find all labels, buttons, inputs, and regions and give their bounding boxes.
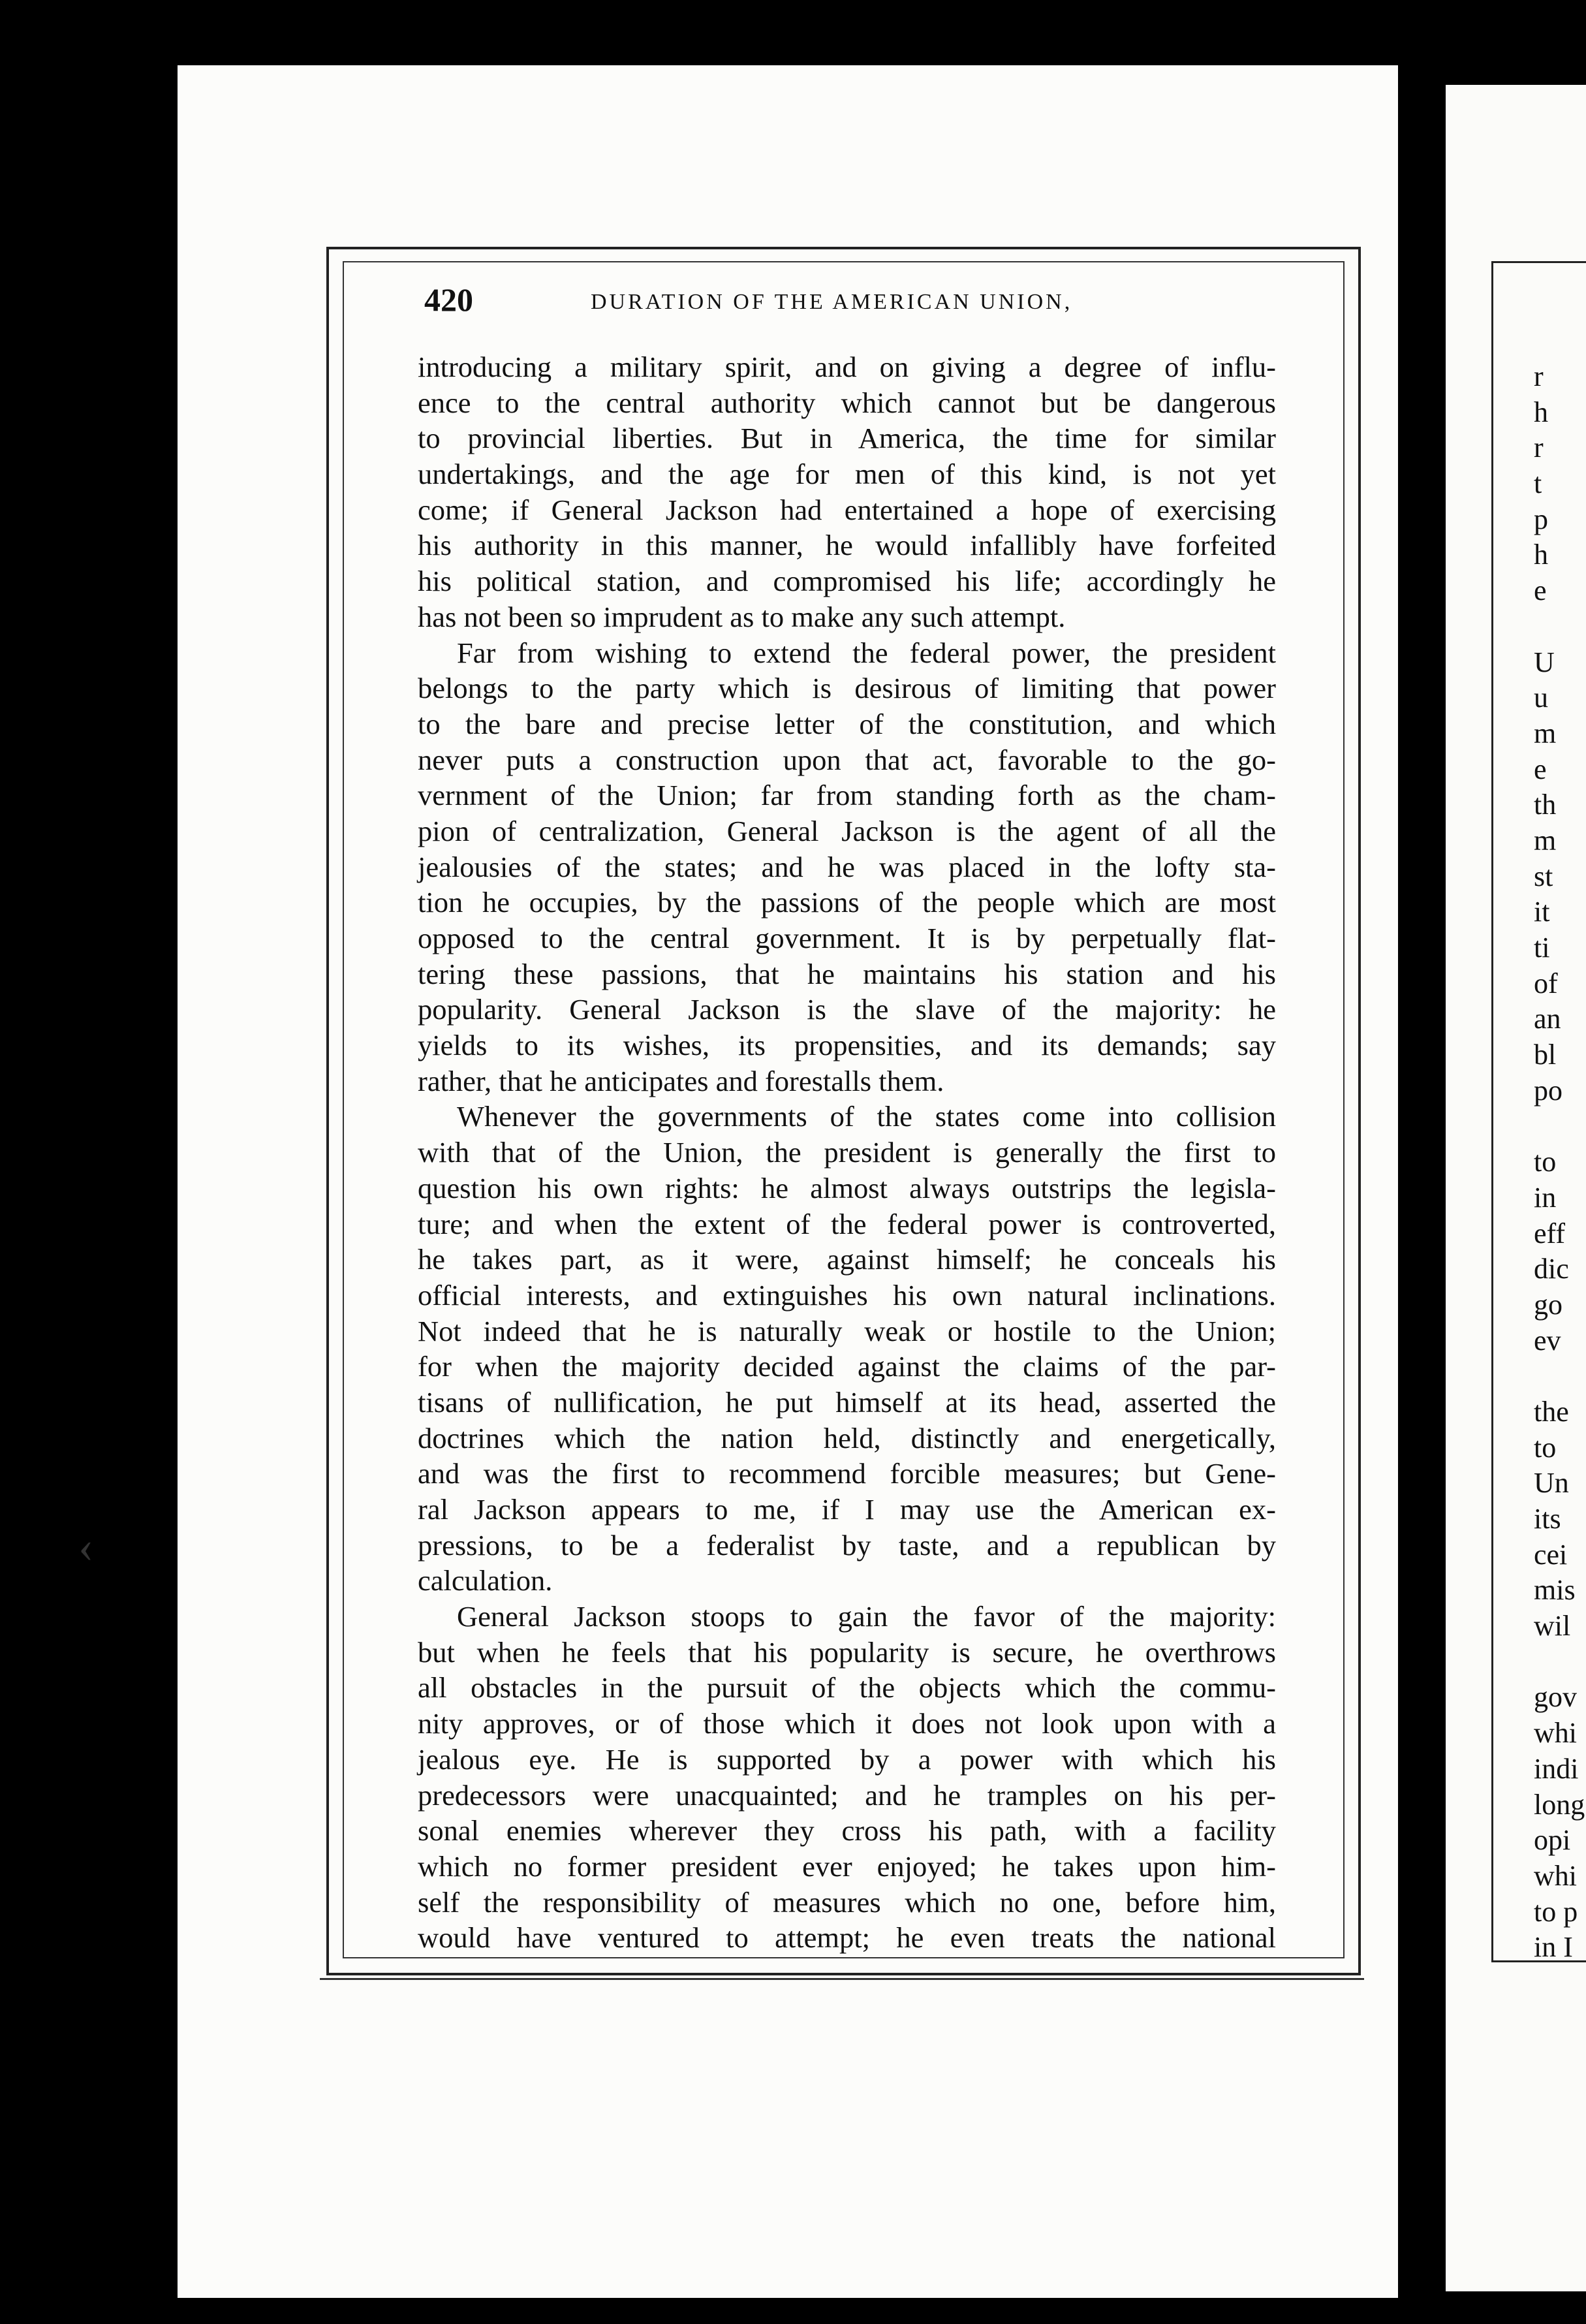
text-line: tisans of nullification, he put himself at its head, asserted the [418, 1385, 1276, 1419]
right-page-fragment: th [1534, 789, 1557, 821]
text-line: yields to its wishes, its propensities, and its demands; say [418, 1029, 1276, 1062]
text-line: undertakings, and the age for men of this kind, is not yet [418, 458, 1276, 491]
text-line: has not been so imprudent as to make any such attempt. [418, 600, 1066, 633]
right-page-fragment: long [1534, 1788, 1585, 1821]
right-page-fragment: st [1534, 860, 1553, 892]
page-border-bottom-rule [320, 1978, 1364, 1980]
text-line: pion of centralization, General Jackson is the agent of all the [418, 814, 1276, 847]
text-line: nity approves, or of those which it does not look upon with a [418, 1707, 1276, 1740]
right-page-fragment: h [1534, 396, 1548, 428]
right-page-fragment: cei [1534, 1538, 1568, 1571]
text-line: ral Jackson appears to me, if I may use the American ex- [418, 1493, 1276, 1526]
right-page-fragment: eff [1534, 1217, 1566, 1249]
right-page-fragment: r [1534, 432, 1544, 464]
right-page-fragment: in [1534, 1181, 1557, 1214]
text-line: question his own rights: he almost always outstrips the legisla- [418, 1171, 1276, 1204]
text-line: vernment of the Union; far from standing forth as the cham- [418, 779, 1276, 812]
right-page-fragment [1534, 609, 1586, 645]
text-line: for when the majority decided against the claims of the par- [418, 1350, 1276, 1383]
text-line: never puts a construction upon that act, favorable to the go- [418, 743, 1276, 776]
text-line: come; if General Jackson had entertained a hope of exercising [418, 493, 1276, 526]
text-line: Far from wishing to extend the federal power, the president [457, 636, 1276, 669]
text-line: calculation. [418, 1564, 553, 1597]
text-line: would have ventured to attempt; he even treats the national [418, 1921, 1276, 1955]
right-page-fragment: dic [1534, 1253, 1569, 1285]
right-page-text-fragments [1534, 359, 1586, 1966]
right-page-fragment: U [1534, 646, 1555, 678]
right-page-fragment: indi [1534, 1752, 1579, 1785]
right-page-fragment: to p [1534, 1895, 1578, 1928]
right-page-fragment: t [1534, 467, 1542, 500]
right-page-fragment: e [1534, 753, 1547, 785]
text-line: sonal enemies wherever they cross his path, with a facility [418, 1814, 1276, 1847]
text-line: all obstacles in the pursuit of the objects which the commu- [418, 1671, 1276, 1704]
running-header [424, 281, 1273, 326]
right-page-fragment: to [1534, 1431, 1557, 1464]
text-line: to the bare and precise letter of the constitution, and which [418, 707, 1276, 740]
right-page-fragment: po [1534, 1074, 1563, 1107]
right-page-fragment: u [1534, 682, 1548, 714]
right-page-fragment [1534, 1108, 1586, 1144]
running-title: DURATION OF THE AMERICAN UNION, [591, 290, 1073, 314]
text-line: his political station, and compromised his life; accordingly he [418, 565, 1276, 598]
right-page-fragment: whi [1534, 1717, 1577, 1750]
text-line: with that of the Union, the president is generally the first to [418, 1136, 1276, 1169]
text-line: Not indeed that he is naturally weak or hostile to the Union; [418, 1314, 1276, 1347]
body-text [418, 349, 1276, 1956]
text-line: jealous eye. He is supported by a power with which his [418, 1742, 1276, 1776]
text-line: popularity. General Jackson is the slave of the majority: he [418, 993, 1276, 1026]
page-number: 420 [424, 281, 473, 318]
right-page-fragment: in I [1534, 1931, 1573, 1964]
right-page-fragment: whi [1534, 1859, 1577, 1892]
text-line: introducing a military spirit, and on giving a degree of influ- [418, 351, 1276, 383]
right-page-fragment: ti [1534, 932, 1550, 964]
text-line: and was the first to recommend forcible measures; but Gene- [418, 1457, 1276, 1490]
text-line: Whenever the governments of the states come into collision [457, 1100, 1276, 1133]
right-page-fragment: r [1534, 360, 1544, 392]
text-line: ence to the central authority which cannot but be dangerous [418, 386, 1276, 419]
text-line: ture; and when the extent of the federal power is controverted, [418, 1207, 1276, 1240]
right-page-fragment: h [1534, 539, 1548, 571]
text-line: to provincial liberties. But in America, the time for similar [418, 422, 1276, 455]
text-line: but when he feels that his popularity is secure, he overthrows [418, 1635, 1276, 1669]
right-page-fragment: Un [1534, 1467, 1569, 1500]
text-line: belongs to the party which is desirous of limiting that power [418, 672, 1276, 705]
text-line: which no former president ever enjoyed; he takes upon him- [418, 1849, 1276, 1883]
right-page-fragment: go [1534, 1288, 1563, 1321]
right-page-fragment: ev [1534, 1324, 1561, 1357]
text-line: tering these passions, that he maintains his station and his [418, 957, 1276, 990]
text-line: he takes part, as it were, against himself; he conceals his [418, 1243, 1276, 1276]
right-page-fragment: p [1534, 503, 1548, 535]
right-page-fragment: gov [1534, 1681, 1577, 1714]
right-page-fragment: bl [1534, 1039, 1557, 1071]
scan-mark: ‹ [78, 1522, 94, 1572]
text-line: doctrines which the nation held, distinctly and energetically, [418, 1421, 1276, 1454]
text-line: predecessors were unacquainted; and he tramples on his per- [418, 1778, 1276, 1812]
text-line: jealousies of the states; and he was placed in the lofty sta- [418, 850, 1276, 883]
right-page-fragment: opi [1534, 1824, 1571, 1857]
right-page-fragment: e [1534, 574, 1547, 607]
right-page-fragment: its [1534, 1503, 1561, 1535]
right-page-fragment: an [1534, 1003, 1561, 1035]
right-page-fragment [1534, 1644, 1586, 1680]
text-line: self the responsibility of measures which no one, before him, [418, 1885, 1276, 1919]
text-line: opposed to the central government. It is by perpetually flat- [418, 922, 1276, 954]
text-line: rather, that he anticipates and forestalls them. [418, 1064, 944, 1097]
text-line: official interests, and extinguishes his own natural inclinations. [418, 1278, 1276, 1311]
text-line: tion he occupies, by the passions of the people which are most [418, 886, 1276, 919]
right-page-fragment: m [1534, 717, 1557, 749]
right-page-fragment: of [1534, 967, 1558, 999]
right-page-fragment: mis [1534, 1574, 1576, 1607]
right-page-fragment: the [1534, 1395, 1569, 1428]
right-page-fragment: wil [1534, 1610, 1571, 1642]
right-page-fragment: to [1534, 1146, 1557, 1178]
text-line: pressions, to be a federalist by taste, and a republican by [418, 1528, 1276, 1562]
right-page-fragment: m [1534, 824, 1557, 856]
right-page-fragment [1534, 1358, 1586, 1394]
text-line: his authority in this manner, he would infallibly have forfeited [418, 529, 1276, 562]
right-page-fragment: it [1534, 896, 1550, 928]
text-line: General Jackson stoops to gain the favor of the majority: [457, 1600, 1276, 1633]
